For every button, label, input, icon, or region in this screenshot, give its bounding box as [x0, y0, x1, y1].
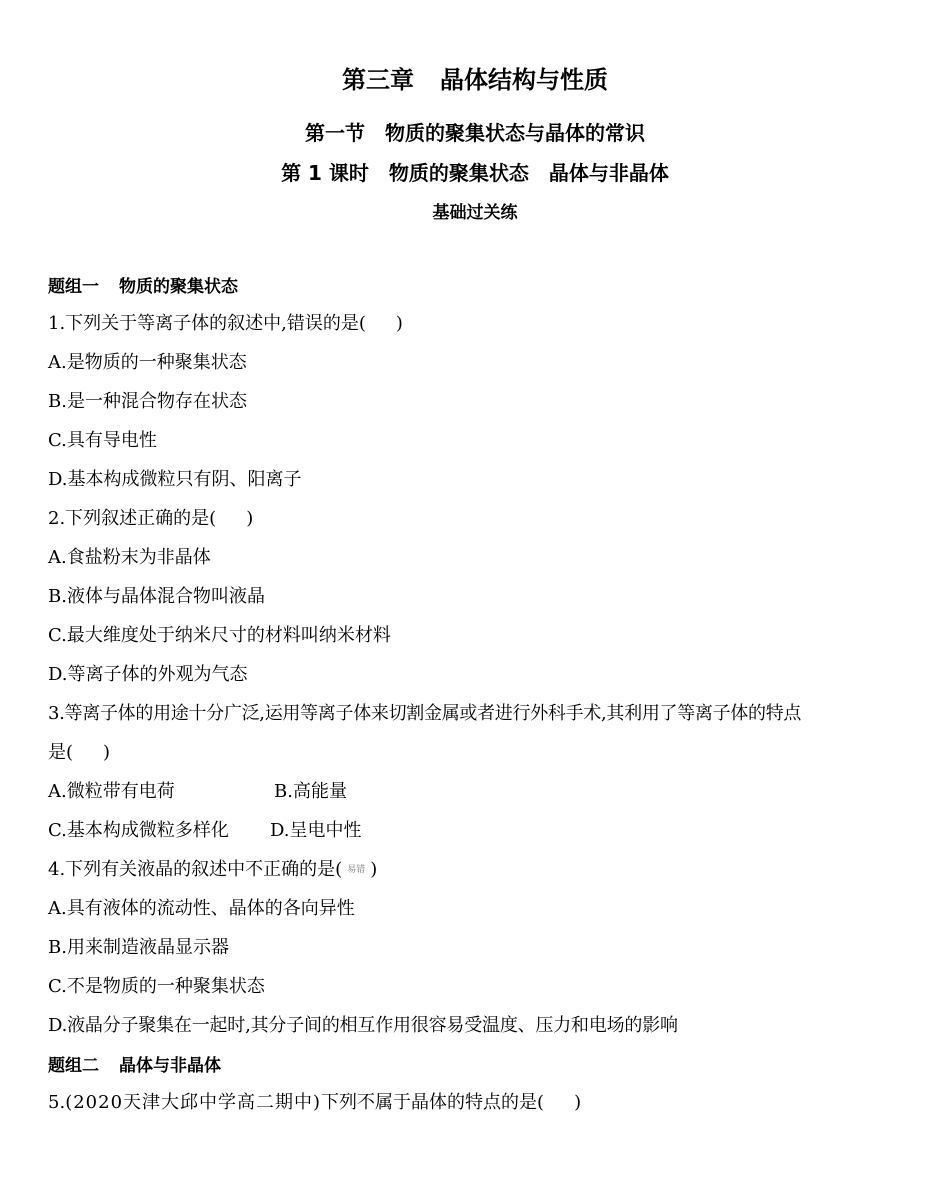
paren-close: ) [395, 313, 403, 334]
option: C.最大维度处于纳米尺寸的材料叫纳米材料 [48, 625, 391, 646]
option-row [48, 780, 908, 804]
option: A.是物质的一种聚集状态 [48, 352, 247, 373]
stem-text: 下列不属于晶体的特点的是( [321, 1092, 545, 1113]
option: C.具有导电性 [48, 430, 157, 451]
group-title: 物质的聚集状态 [119, 277, 238, 297]
option: B.高能量 [274, 781, 347, 802]
lesson-number: 第 1 课时 [281, 161, 369, 185]
paren-close: ) [574, 1092, 582, 1113]
stem-text: 2.下列叙述正确的是( [48, 508, 217, 529]
group-label: 题组一 [48, 277, 99, 297]
option: C.基本构成微粒多样化 [48, 820, 229, 841]
option: B.用来制造液晶显示器 [48, 937, 229, 958]
question-source: (2020天津大邱中学高二期中) [65, 1092, 322, 1113]
question-stem-3-cont [48, 741, 908, 765]
question-stem-3: 3.等离子体的用途十分广泛,运用等离子体来切割金属或者进行外科手术,其利用了等离子体的特点 [48, 703, 802, 724]
paren-close: ) [370, 859, 378, 880]
group-heading-2 [48, 1054, 908, 1078]
option: B.是一种混合物存在状态 [48, 391, 247, 412]
question-stem-1 [48, 312, 908, 336]
lesson-part1: 物质的聚集状态 [388, 161, 529, 185]
stem-text: 1.下列关于等离子体的叙述中,错误的是( [48, 313, 366, 334]
stem-text: 4.下列有关液晶的叙述中不正确的是( [48, 859, 343, 880]
option: A.食盐粉末为非晶体 [48, 547, 211, 568]
chapter-number: 第三章 [342, 66, 414, 94]
practice-title: 基础过关练 [432, 203, 518, 223]
option: D.液晶分子聚集在一起时,其分子间的相互作用很容易受温度、压力和电场的影响 [48, 1015, 678, 1036]
question-stem-4 [48, 858, 908, 882]
section-number: 第一节 [305, 121, 365, 145]
lesson-part2: 晶体与非晶体 [548, 161, 669, 185]
group-heading-1 [48, 275, 908, 299]
option-row [48, 819, 908, 843]
section-name: 物质的聚集状态与晶体的常识 [385, 121, 645, 145]
question-stem-2 [48, 507, 908, 531]
question-number: 5. [48, 1092, 66, 1113]
group-title: 晶体与非晶体 [119, 1056, 221, 1076]
option: D.呈电中性 [270, 820, 362, 841]
chapter-name: 晶体结构与性质 [440, 66, 608, 94]
option: B.液体与晶体混合物叫液晶 [48, 586, 265, 607]
option: A.具有液体的流动性、晶体的各向异性 [48, 898, 355, 919]
paren-close: ) [103, 742, 111, 763]
question-stem-5 [48, 1091, 908, 1115]
chapter-title [0, 60, 950, 95]
option: D.等离子体的外观为气态 [48, 664, 248, 685]
option: A.微粒带有电荷 [48, 781, 175, 802]
stem-text: 是( [48, 742, 74, 763]
group-label: 题组二 [48, 1056, 99, 1076]
paren-close: ) [246, 508, 254, 529]
option: D.基本构成微粒只有阴、阳离子 [48, 469, 302, 490]
error-prone-tag: 易错 [347, 865, 366, 875]
section-title [0, 117, 950, 146]
option: C.不是物质的一种聚集状态 [48, 976, 265, 997]
lesson-title [0, 157, 950, 186]
